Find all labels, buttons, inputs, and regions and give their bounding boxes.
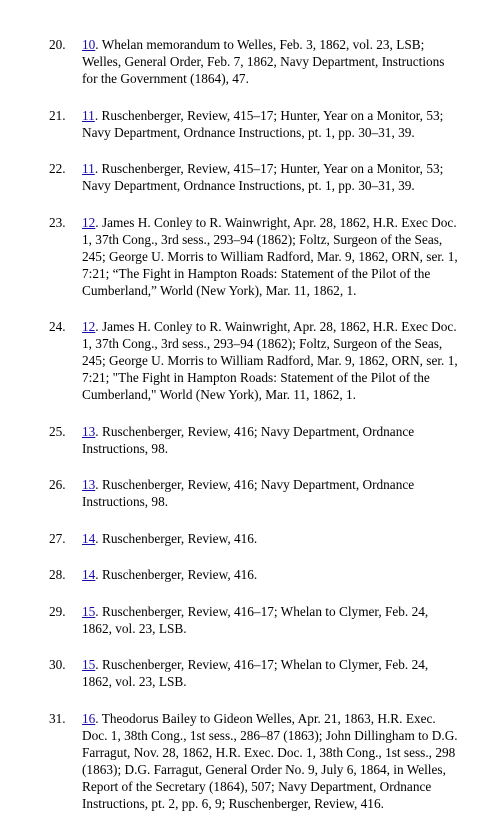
endnote-backlink[interactable]: 12 [82,214,96,230]
endnote-text: . Ruschenberger, Review, 416–17; Whelan to Clymer, Feb. 24, 1862, vol. 23, LSB. [82,603,429,636]
endnote-backlink[interactable]: 15 [82,657,96,672]
endnotes-list [0,36,500,831]
endnote-backlink[interactable]: 14 [82,530,96,546]
endnote-backlink[interactable]: 15 [82,603,96,619]
endnote-number: 23. [49,214,66,230]
endnote-text: . Ruschenberger, Review, 416. [95,567,258,582]
endnote-backlink[interactable]: 11 [82,161,95,176]
endnote-number: 20. [49,37,66,52]
endnote-number: 22. [49,161,66,176]
endnote-24 [0,318,500,403]
endnote-text: . James H. Conley to R. Wainwright, Apr. 28, 1862, H.R. Exec Doc. 1, 37th Cong., 3rd sess., 293–94 (1862); Foltz, Surgeon of the Seas, 245; George U. Morris to William Radford, Mar. 9, 1862, ORN, ser. 1, 7:21; "The Fight in Hampton Roads: Statement of the Pilot of the Cumberland," World (New York), Mar. 11, 1862, 1. [82,319,458,402]
endnote-backlink[interactable]: 13 [82,423,96,439]
endnote-30 [0,656,500,690]
endnote-backlink[interactable]: 13 [82,477,96,492]
endnote-text: . James H. Conley to R. Wainwright, Apr. 28, 1862, H.R. Exec Doc. 1, 37th Cong., 3rd sess., 293–94 (1862); Foltz, Surgeon of the Seas, 245; George U. Morris to William Radford, Mar. 9, 1862, ORN, ser. 1, 7:21; “The Fight in Hampton Roads: Statement of the Pilot of the Cumberland,” World (New York), Mar. 11, 1862, 1. [82,214,458,298]
endnote-number: 24. [49,319,66,334]
endnote-27 [0,530,500,547]
endnote-text: . Theodorus Bailey to Gideon Welles, Apr. 21, 1863, H.R. Exec. Doc. 1, 38th Cong., 1st sess., 286–87 (1863); John Dillingham to D.G. Farragut, Nov. 28, 1862, H.R. Exec. Doc. 1, 38th Cong., 1st sess., 298 (1863); D.G. Farragut, General Order No. 9, July 6, 1864, in Welles, Report of the Secretary (1864), 507; Navy Department, Ordnance Instructions, pt. 2, pp. 6, 9; Ruschenberger, Review, 416. [82,710,458,811]
endnote-backlink[interactable]: 12 [82,319,96,334]
endnote-22 [0,160,500,194]
endnote-text: . Ruschenberger, Review, 416; Navy Department, Ordnance Instructions, 98. [82,477,415,509]
endnote-number: 27. [49,530,66,546]
endnote-20 [0,36,500,87]
endnote-number: 28. [49,567,66,582]
endnote-backlink[interactable]: 14 [82,567,96,582]
endnote-text: . Ruschenberger, Review, 416. [95,530,258,546]
endnote-number: 25. [49,423,66,439]
endnote-number: 31. [49,710,66,726]
endnote-text: . Ruschenberger, Review, 416–17; Whelan to Clymer, Feb. 24, 1862, vol. 23, LSB. [82,657,429,689]
endnote-25 [0,423,500,457]
endnote-28 [0,566,500,583]
endnote-number: 29. [49,603,66,619]
endnote-backlink[interactable]: 11 [82,107,95,123]
endnote-29 [0,603,500,637]
endnote-number: 26. [49,477,66,492]
endnote-23 [0,214,500,299]
endnote-text: . Whelan memorandum to Welles, Feb. 3, 1862, vol. 23, LSB; Welles, General Order, Feb. 7, 1862, Navy Department, Instructions for the Government (1864), 47. [82,37,445,86]
endnote-21 [0,107,500,141]
endnote-text: . Ruschenberger, Review, 415–17; Hunter, Year on a Monitor, 53; Navy Department, Ordnance Instructions, pt. 1, pp. 30–31, 39. [82,107,444,140]
endnote-26 [0,476,500,510]
endnote-backlink[interactable]: 16 [82,710,96,726]
endnote-text: . Ruschenberger, Review, 416; Navy Department, Ordnance Instructions, 98. [82,423,415,456]
endnote-backlink[interactable]: 10 [82,37,96,52]
endnote-number: 30. [49,657,66,672]
endnote-31 [0,710,500,812]
endnote-text: . Ruschenberger, Review, 415–17; Hunter, Year on a Monitor, 53; Navy Department, Ordnance Instructions, pt. 1, pp. 30–31, 39. [82,161,444,193]
endnote-number: 21. [49,107,66,123]
